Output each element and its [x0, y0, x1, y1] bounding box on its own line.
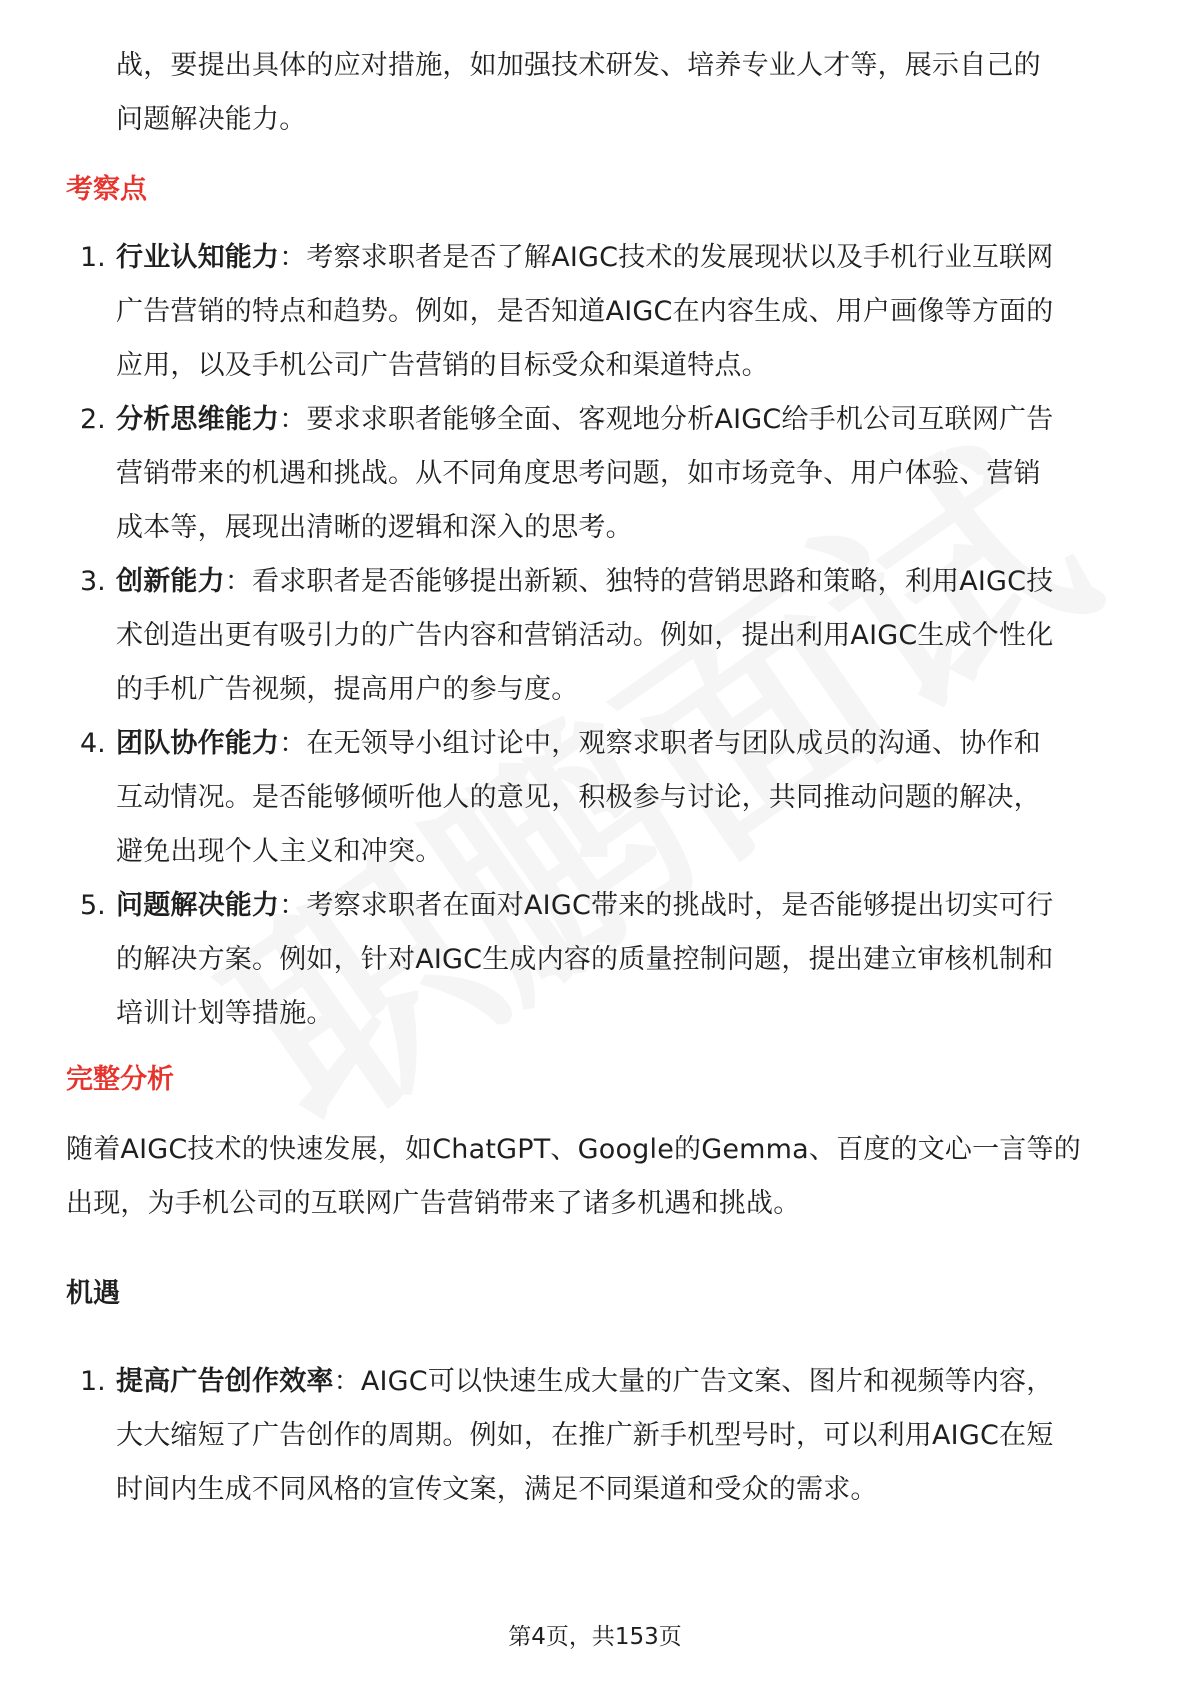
list-item-text: 在无领导小组讨论中，观察求职者与团队成员的沟通、协作和	[306, 728, 1041, 759]
list-item-line: 的手机广告视频，提高用户的参与度。	[116, 674, 579, 705]
list-item-title: 提高广告创作效率	[116, 1366, 334, 1397]
list-item-line: 成本等，展现出清晰的逻辑和深入的思考。	[116, 512, 633, 543]
list-item-number: 1.	[80, 242, 106, 273]
list-item-number: 1.	[80, 1366, 106, 1397]
analysis-line-1: 随着AIGC技术的快速发展，如ChatGPT、Google的Gemma、百度的文心一言等的	[66, 1134, 1081, 1165]
subsection-heading-opportunity: 机遇	[66, 1278, 120, 1309]
list-item-first-line	[116, 238, 1053, 278]
list-item-number: 3.	[80, 566, 106, 597]
list-item-separator: ：	[279, 404, 307, 435]
list-item-first-line	[116, 886, 1053, 926]
list-item-first-line	[116, 1362, 1053, 1402]
list-item-number: 5.	[80, 890, 106, 921]
list-item-separator: ：	[279, 890, 307, 921]
section-heading-kaochadian: 考察点	[66, 174, 147, 205]
list-item-title: 行业认知能力	[116, 242, 280, 273]
list-item-first-line	[116, 400, 1053, 440]
intro-line-2: 问题解决能力。	[116, 104, 307, 135]
list-item-line: 避免出现个人主义和冲突。	[116, 836, 443, 867]
list-item-title: 创新能力	[116, 566, 225, 597]
list-item-line: 应用，以及手机公司广告营销的目标受众和渠道特点。	[116, 350, 769, 381]
list-item-line: 术创造出更有吸引力的广告内容和营销活动。例如，提出利用AIGC生成个性化	[116, 620, 1054, 651]
list-item-title: 分析思维能力	[116, 404, 280, 435]
list-item-separator: ：	[224, 566, 253, 597]
list-item-separator: ：	[333, 1366, 361, 1397]
list-item-line: 广告营销的特点和趋势。例如，是否知道AIGC在内容生成、用户画像等方面的	[116, 296, 1054, 327]
list-item-number: 4.	[80, 728, 106, 759]
list-item-line: 大大缩短了广告创作的周期。例如，在推广新手机型号时，可以利用AIGC在短	[116, 1420, 1054, 1451]
list-item-text: 看求职者是否能够提出新颖、独特的营销思路和策略，利用AIGC技	[252, 566, 1054, 597]
list-item-separator: ：	[279, 242, 307, 273]
list-item-line: 的解决方案。例如，针对AIGC生成内容的质量控制问题，提出建立审核机制和	[116, 944, 1054, 975]
analysis-line-2: 出现，为手机公司的互联网广告营销带来了诸多机遇和挑战。	[66, 1188, 801, 1219]
list-item-first-line	[116, 562, 1053, 602]
list-item-separator: ：	[279, 728, 307, 759]
intro-line-1: 战，要提出具体的应对措施，如加强技术研发、培养专业人才等，展示自己的	[116, 50, 1041, 81]
list-item-number: 2.	[80, 404, 106, 435]
list-item-text: 要求求职者能够全面、客观地分析AIGC给手机公司互联网广告	[306, 404, 1054, 435]
list-item-text: 考察求职者在面对AIGC带来的挑战时，是否能够提出切实可行	[306, 890, 1054, 921]
list-item-line: 培训计划等措施。	[116, 998, 334, 1029]
list-item-line: 时间内生成不同风格的宣传文案，满足不同渠道和受众的需求。	[116, 1474, 878, 1505]
list-item-text: 考察求职者是否了解AIGC技术的发展现状以及手机行业互联网	[306, 242, 1054, 273]
list-item-title: 团队协作能力	[116, 728, 280, 759]
list-item-line: 互动情况。是否能够倾听他人的意见，积极参与讨论，共同推动问题的解决，	[116, 782, 1041, 813]
page-footer: 第4页，共153页	[508, 1624, 682, 1650]
list-item-text: AIGC可以快速生成大量的广告文案、图片和视频等内容，	[360, 1366, 1054, 1397]
list-item-title: 问题解决能力	[116, 890, 280, 921]
list-item-first-line	[116, 724, 1041, 764]
section-heading-analysis: 完整分析	[66, 1064, 174, 1095]
list-item-line: 营销带来的机遇和挑战。从不同角度思考问题，如市场竞争、用户体验、营销	[116, 458, 1041, 489]
